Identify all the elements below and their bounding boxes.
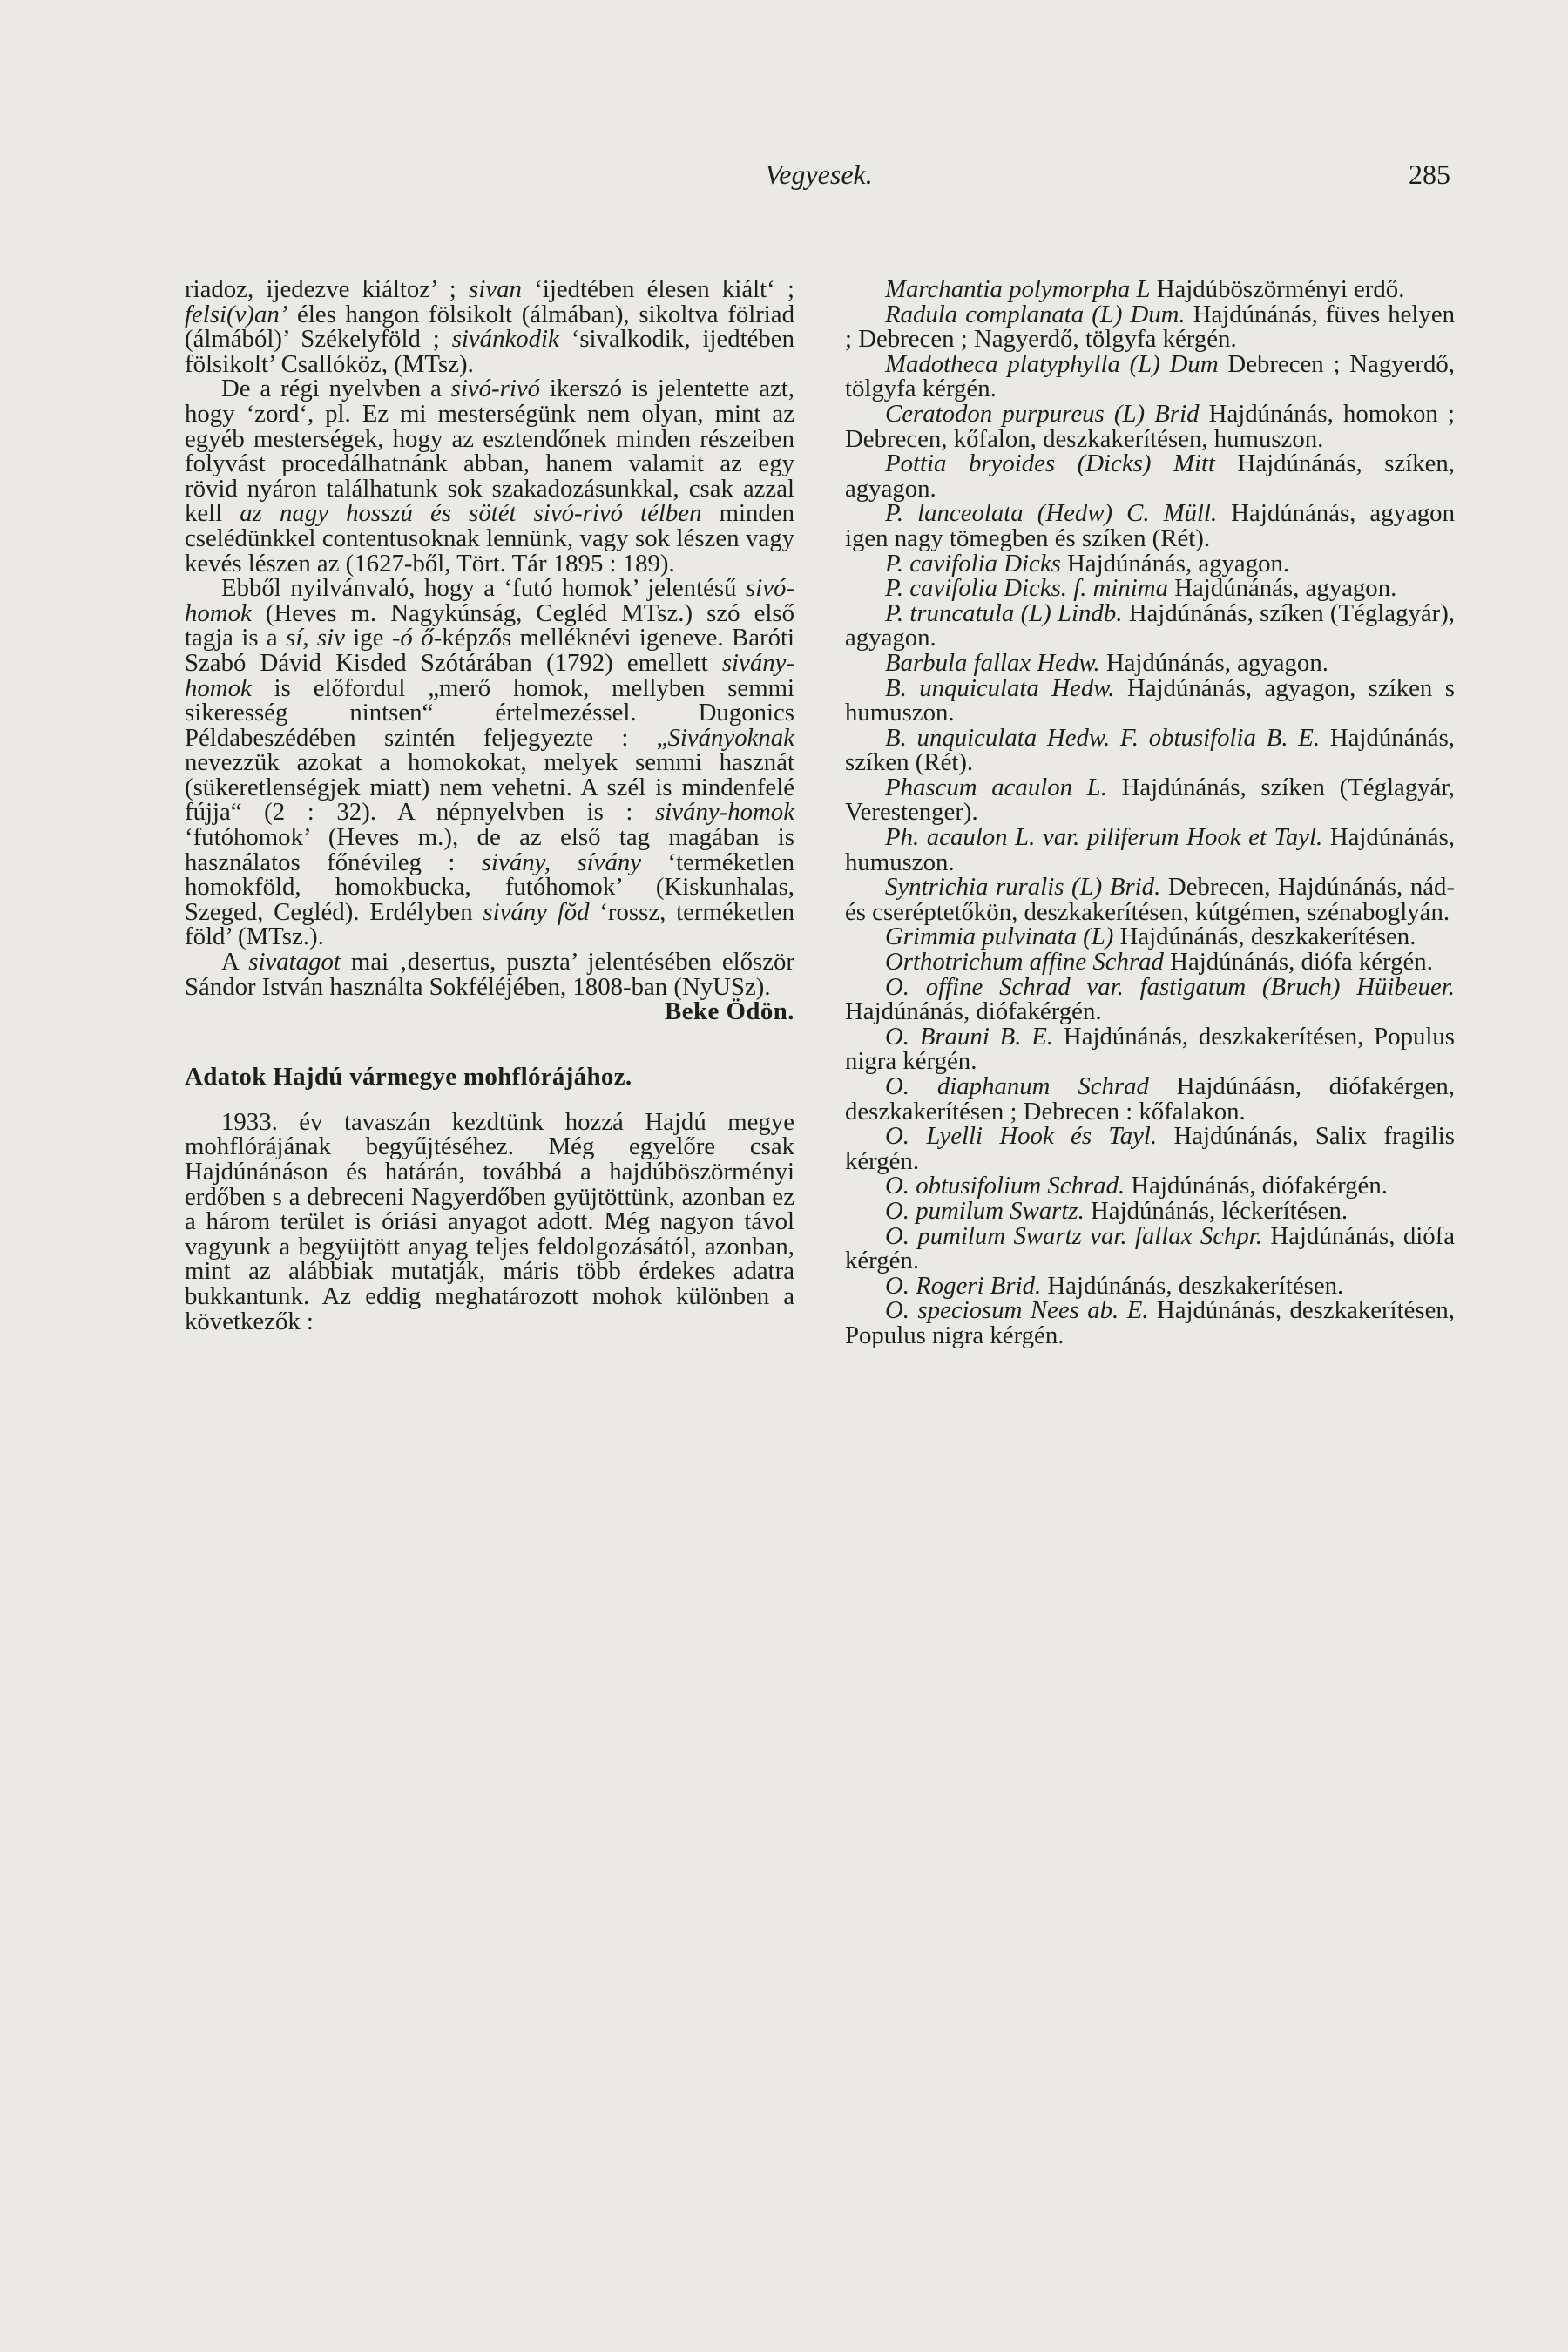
text-run: minden cselédünkkel contentusoknak lennünk, vagy sok lészen vagy kevés lészen az (1627-ből, Tört. Tár 1895 : 189). (185, 499, 794, 578)
species-name: O. pumilum Swartz. (885, 1196, 1085, 1225)
italic-term: sivó-homok (185, 574, 794, 627)
species-locality: Hajdúnánás, agyagon igen nagy tömegben és szíken (Rét). (845, 499, 1455, 552)
text-run: A (221, 948, 249, 977)
paragraph (185, 576, 794, 950)
species-name: O. speciosum Nees ab. E. (885, 1296, 1149, 1325)
text-run: is előfordul „merő homok, mellyben semmi sikeresség nintsen“ értelmezéssel. Dugonics Példabeszédében szintén feljegyezte : „ (185, 673, 794, 752)
text-run: nevezzük azokat a homokokat, melyek semmi hasznát (sükeretlenségjek miatt) nem vehetni. A szél is mindenfelé fújja“ (2 : 32). A népnyelvben is : (185, 748, 794, 827)
species-locality: Debrecen ; Nagyerdő, tölgyfa kérgén. (845, 349, 1455, 403)
species-entry (845, 1196, 1455, 1225)
species-entry (845, 349, 1455, 403)
species-name: Syntrichia ruralis (L) Brid. (885, 873, 1161, 902)
italic-term: sivány-homok (185, 648, 794, 702)
text-run: -képzős melléknévi igeneve. Baróti Szabó Dávid Kisded Szótárában (1792) emellett (185, 624, 794, 677)
paragraph (185, 950, 794, 999)
text-run: mai ‚desertus, puszta’ jelentésében először Sándor István használta Sokféléjében, 1808-ban (NyUSz). (185, 948, 794, 1001)
text-run: De a régi nyelvben a (221, 375, 451, 403)
species-name: B. unquiculata Hedw. F. obtusifolia B. E. (885, 723, 1321, 752)
species-name: O. Brauni B. E. (885, 1022, 1054, 1051)
species-locality: Hajdúnánás, agyagon, szíken s humuszon. (845, 673, 1455, 727)
italic-term: sivány-homok (655, 798, 794, 827)
species-name: O. pumilum Swartz var. fallax Schpr. (885, 1221, 1263, 1250)
page-number: 285 (1409, 159, 1450, 190)
species-entry (845, 576, 1455, 601)
italic-term: sivány fŏd (483, 897, 590, 926)
species-entry (845, 1298, 1455, 1348)
paragraph (185, 376, 794, 576)
italic-term: sivánkodik (451, 325, 559, 354)
species-name: Phascum acaulon L. (885, 773, 1107, 801)
species-locality: Hajdúnánás, agyagon. (1099, 648, 1328, 677)
species-entry (845, 648, 1455, 677)
species-locality: Hajdúnánás, deszkakerítésen. (1113, 923, 1416, 951)
text-run: riadoz, ijedezve kiáltoz’ ; (185, 275, 470, 303)
species-entry (845, 598, 1456, 652)
species-entry (845, 924, 1455, 950)
species-entry (845, 950, 1455, 975)
species-locality: Hajdúnánás, homokon ; Debrecen, kőfalon, deszkakerítésen, humuszon. (845, 399, 1455, 453)
species-entry (845, 972, 1455, 1026)
article-body (185, 277, 794, 999)
text-run: éles hangon fölsikolt (álmában), sikoltva fölriad (álmából)’ Székelyföld ; (185, 300, 794, 354)
species-entry (845, 551, 1455, 577)
text-run: ikerszó is jelentette azt, hogy ‘zord‘, pl. Ez mi mesterségünk nem olyan, mint az egyéb mesterségek, hogy az esztendőnek minden részeiben folyvást procedálhatnánk abban, hanem valamit az egy rövid nyáron találhatunk sok szakadozásunkkal, csak azzal kell (185, 375, 795, 528)
species-entry (845, 302, 1455, 352)
species-name: Marchantia polymorpha L (885, 275, 1151, 303)
running-title: Vegyesek. (765, 159, 873, 190)
species-locality: Hajdúnánás, diófakérgén. (1125, 1172, 1388, 1200)
species-entry (845, 723, 1455, 777)
species-name: Orthotrichum affine Schrad (885, 948, 1164, 977)
italic-term: sivó-rivó (450, 375, 541, 403)
species-name: Ceratodon purpureus (L) Brid (885, 399, 1200, 428)
italic-term: sivan (469, 275, 522, 303)
species-locality: Hajdúnánás, szíken (Téglagyár, Verestenger). (845, 773, 1455, 827)
species-entry (845, 825, 1455, 875)
species-locality: Hajdúnánás, deszkakerítésen, Populus nigra kérgén. (845, 1296, 1455, 1349)
species-name: P. truncatula (L) Lindb. (885, 598, 1123, 627)
species-name: O. offine Schrad var. fastigatum (Bruch) Hüibeuer. (885, 972, 1455, 1001)
species-locality: Hajdúnánás, szíken (Rét). (845, 723, 1455, 777)
italic-term: sivány, sívány (481, 848, 642, 876)
paragraph (185, 277, 794, 376)
text-run: ‘sivalkodik, ijedtében fölsikolt’ Csallóköz, (MTsz). (185, 325, 794, 378)
species-name: Radula complanata (L) Dum. (885, 300, 1186, 328)
species-name: Madotheca platyphylla (L) Dum (885, 349, 1219, 378)
species-locality: Hajdúnánás, léckerítésen. (1084, 1196, 1348, 1225)
species-name: O. Rogeri Brid. (885, 1271, 1042, 1300)
species-locality: Hajdúnáásn, diófakérgen, deszkakerítésen ; Debrecen : kőfalakon. (845, 1072, 1455, 1125)
species-locality: Hajdúböszörményi erdő. (1150, 275, 1405, 303)
species-entry (845, 501, 1455, 551)
species-entry (845, 1271, 1455, 1300)
species-entry (845, 775, 1455, 825)
right-column (845, 277, 1455, 1348)
species-name: O. diaphanum Schrad (885, 1072, 1149, 1100)
section-intro: 1933. év tavaszán kezdtünk hozzá Hajdú megye mohflórájának begyűjtéséhez. Még egyelőre csak Hajdúnánáson és határán, továbbá a hajdúböszörményi erdőben s a debreceni Nagyerdőben gyüjtöttünk, azonban ez a három terület is óriási anyagot adott. Még nagyon távol vagyunk a begyüjtött anyag teljes feldolgozásától, azonban, mint az alábbiak mutatják, máris több érdekes adatra bukkantunk. Az eddig meghatározott mohok különben a következők : (185, 1107, 794, 1335)
text-run: ‘terméketlen homokföld, homokbucka, futóhomok’ (Kiskunhalas, Szeged, Cegléd). Erdélyben (185, 848, 794, 926)
text-run: ‘ijedtében élesen kiált‘ ; (521, 275, 795, 303)
author-signature: Beke Ödön. (664, 997, 794, 1026)
species-locality: Hajdúnánás, deszkakerítésen. (1041, 1271, 1344, 1300)
species-name: Barbula fallax Hedw. (885, 648, 1100, 677)
page-header (187, 159, 1450, 200)
italic-term: sivatagot (248, 948, 341, 977)
species-name: P. cavifolia Dicks. f. minima (885, 574, 1168, 603)
species-locality: Hajdúnánás, agyagon. (1060, 549, 1290, 578)
section-title: Adatok Hajdú vármegye mohflórájához. (185, 1062, 632, 1091)
species-locality: Hajdúnánás, diófa kérgén. (1163, 948, 1433, 977)
species-locality: Hajdúnánás, füves helyen ; Debrecen ; Nagyerdő, tölgyfa kérgén. (845, 300, 1456, 354)
text-run: ‘rossz, terméketlen föld’ (MTsz.). (185, 897, 794, 951)
species-entry (845, 875, 1455, 924)
species-name: B. unquiculata Hedw. (885, 673, 1115, 702)
species-locality: Hajdúnánás, Salix fragilis kérgén. (845, 1122, 1455, 1175)
species-name: P. cavifolia Dicks (885, 549, 1061, 578)
text-run: ige (344, 624, 392, 652)
italic-term: Siványoknak (667, 723, 794, 752)
species-locality: Hajdúnánás, deszkakerítésen, Populus nigra kérgén. (845, 1022, 1455, 1076)
species-entry (845, 1124, 1455, 1173)
species-name: P. lanceolata (Hedw) C. Müll. (885, 499, 1218, 528)
species-name: O. obtusifolium Schrad. (885, 1172, 1125, 1200)
species-locality: Hajdúnánás, humuszon. (845, 823, 1455, 876)
species-list (845, 277, 1455, 1348)
text-run: ‘futóhomok’ (Heves m.), de az első tag magában is használatos főnévileg : (185, 823, 794, 876)
species-locality: Hajdúnánás, szíken, agyagon. (845, 449, 1455, 503)
text-run: Ebből nyilvánvaló, hogy a ‘futó homok’ jelentésű (221, 574, 747, 603)
species-locality: Hajdúnánás, diófakérgén. (845, 997, 1102, 1026)
species-entry (845, 1024, 1455, 1074)
italic-term: az nagy hosszú és sötét sivó-rivó télben (240, 499, 702, 528)
left-column (185, 277, 794, 1334)
species-entry (845, 1221, 1455, 1275)
species-entry (845, 399, 1455, 453)
italic-term: -ó ő (391, 624, 434, 652)
species-locality: Hajdúnánás, agyagon. (1168, 574, 1397, 603)
species-entry (845, 1074, 1455, 1124)
species-name: O. Lyelli Hook és Tayl. (885, 1122, 1158, 1151)
species-locality: Hajdúnánás, diófa kérgén. (845, 1221, 1455, 1275)
species-entry (845, 451, 1455, 501)
species-entry (845, 277, 1455, 302)
italic-term: sí, siv (286, 624, 345, 652)
species-locality: Debrecen, Hajdúnánás, nád- és cseréptetőkön, deszkakerítésen, kútgémen, szénaboglyán. (845, 873, 1455, 926)
species-name: Pottia bryoides (Dicks) Mitt (885, 449, 1215, 478)
text-run: (Heves m. Nagykúnság, Cegléd MTsz.) szó első tagja is a (185, 598, 794, 652)
species-locality: Hajdúnánás, szíken (Téglagyár), agyagon. (845, 598, 1456, 652)
species-entry (845, 673, 1455, 727)
species-entry (845, 1173, 1455, 1199)
italic-term: felsi(v)an’ (185, 300, 288, 328)
species-name: Ph. acaulon L. var. piliferum Hook et Tayl. (885, 823, 1323, 852)
species-name: Grimmia pulvinata (L) (885, 923, 1114, 951)
